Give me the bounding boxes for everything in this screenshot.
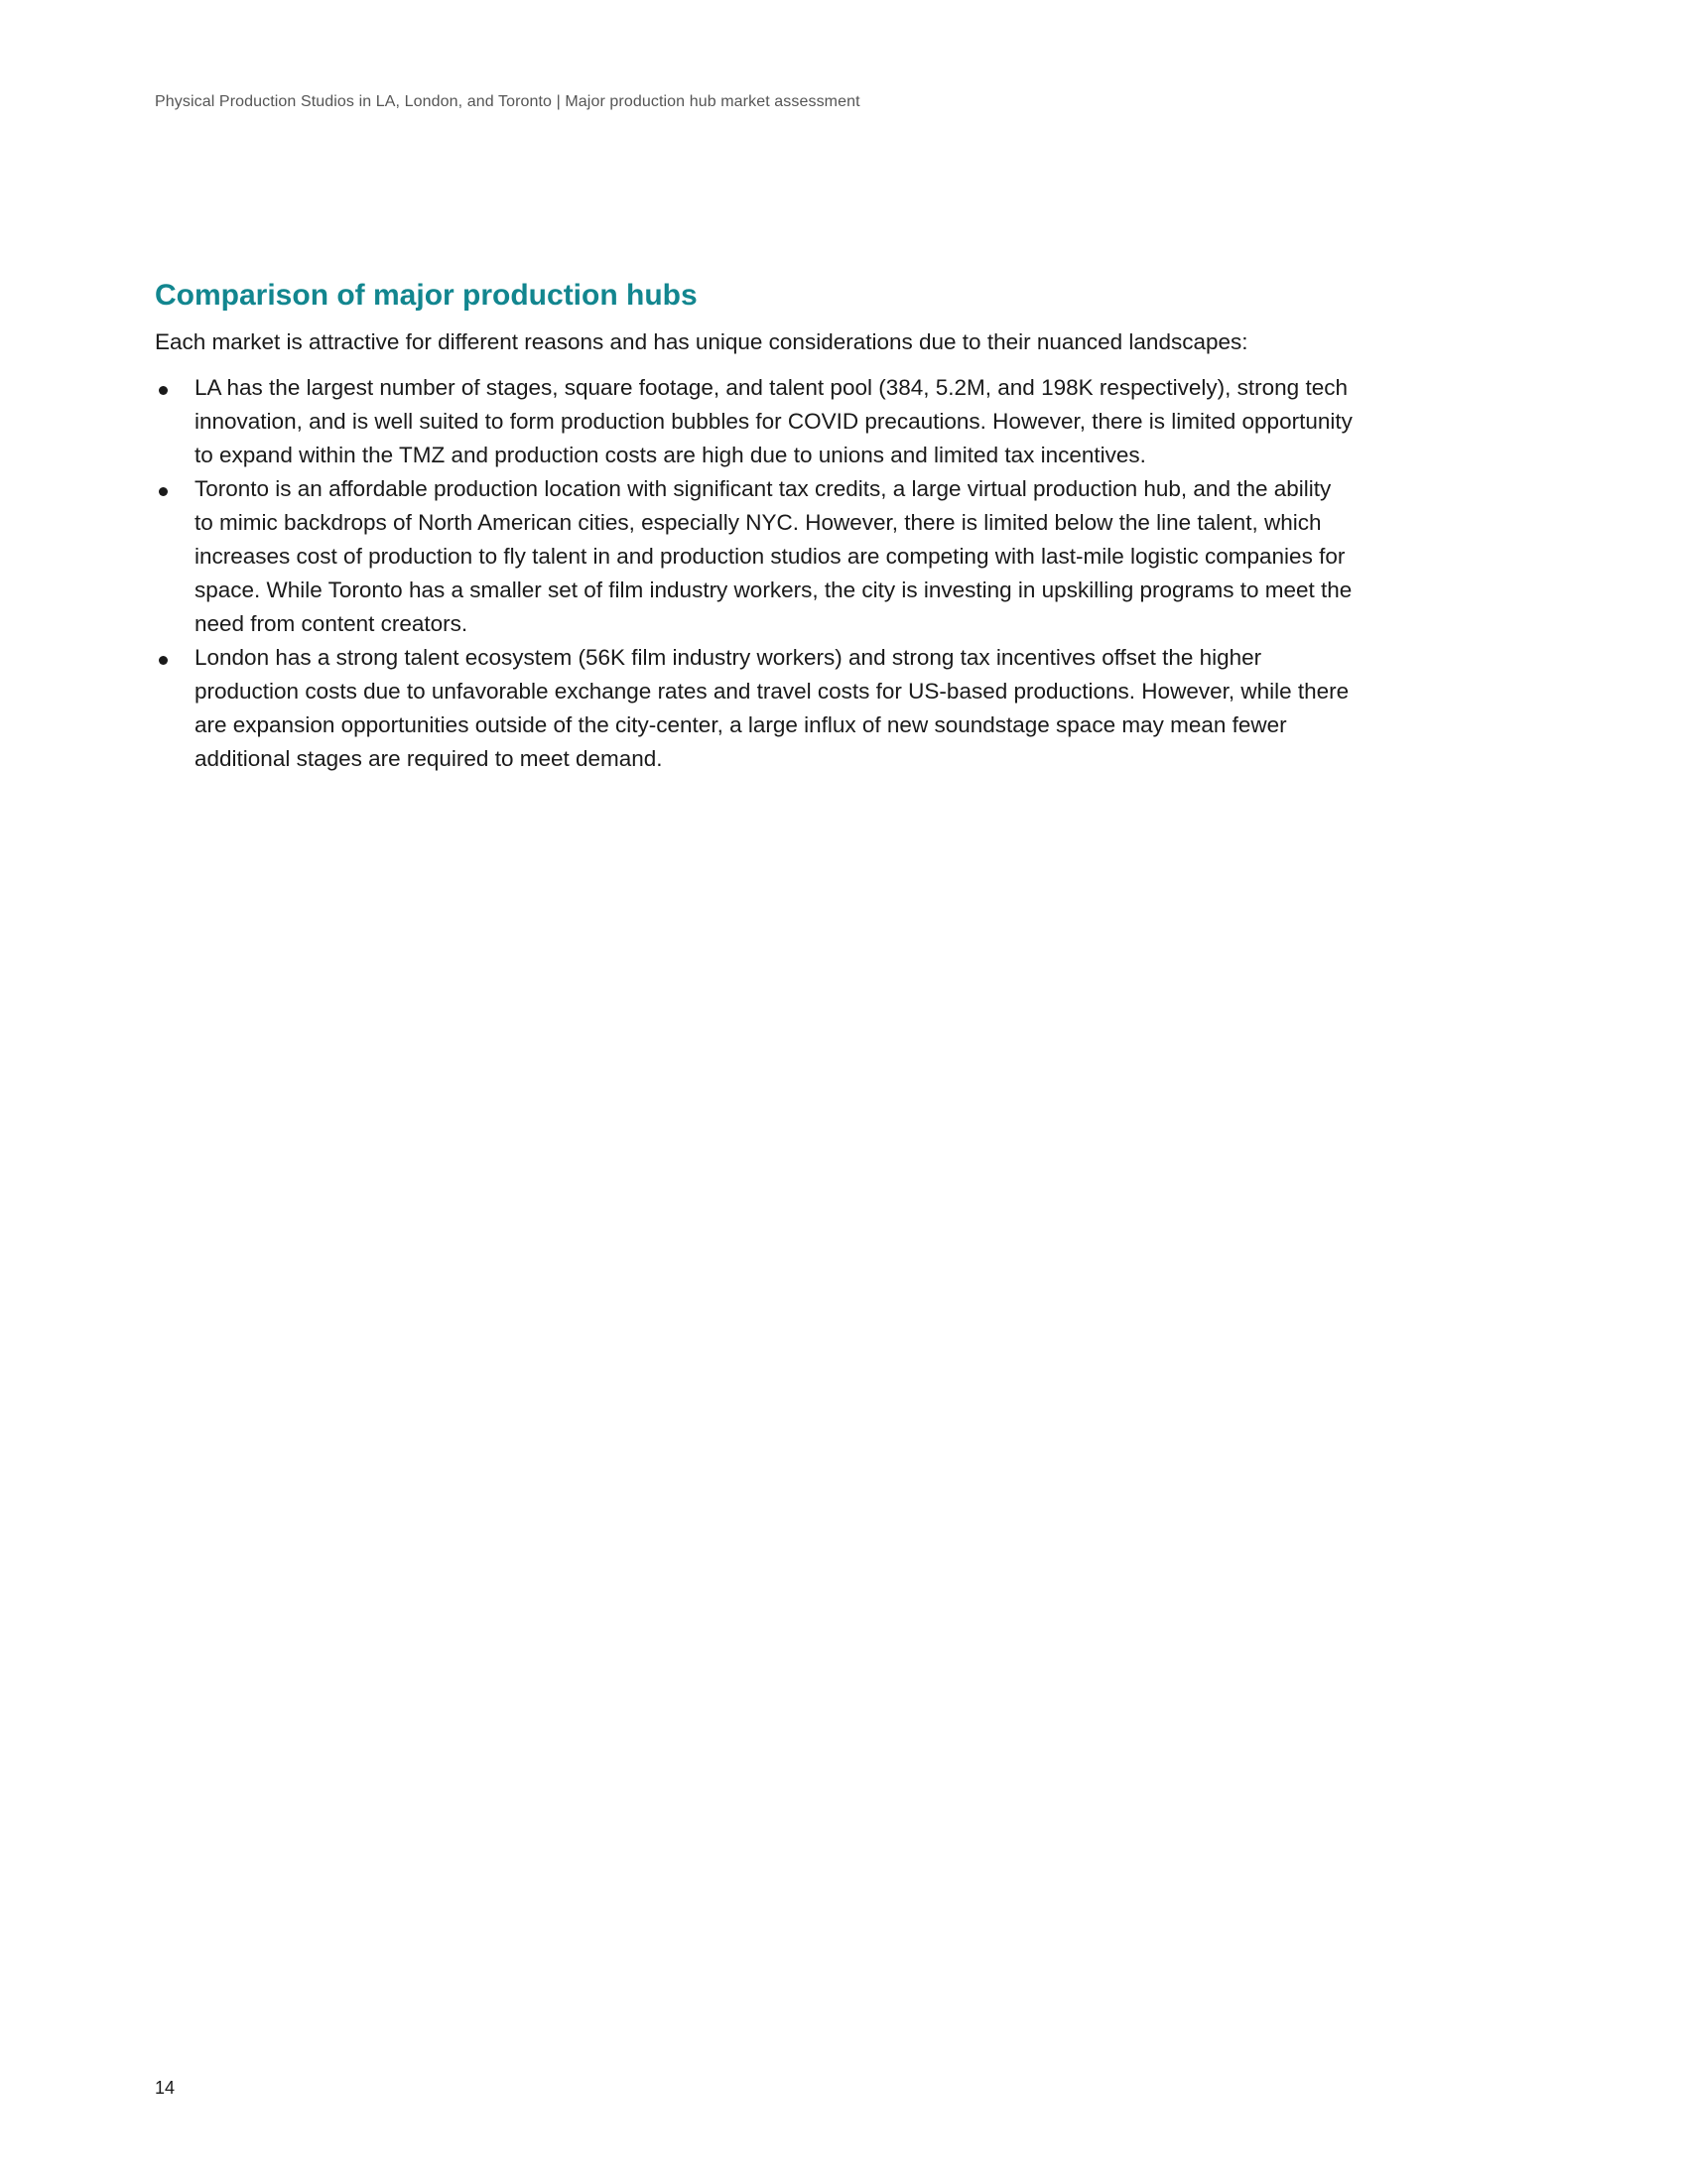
bullet-item-toronto	[155, 472, 1544, 641]
bullet-line: innovation, and is well suited to form production bubbles for COVID precautions. However, there is limited opportunity	[195, 409, 1353, 434]
bullet-line: to expand within the TMZ and production costs are high due to unions and limited tax incentives.	[195, 443, 1146, 467]
intro-paragraph: Each market is attractive for different reasons and has unique considerations due to their nuanced landscapes:	[155, 329, 1248, 354]
bullet-dot-icon	[159, 386, 168, 395]
bullet-line: London has a strong talent ecosystem (56K film industry workers) and strong tax incentives offset the higher	[195, 645, 1262, 670]
page-number: 14	[155, 2078, 176, 2098]
running-header: Physical Production Studios in LA, London, and Toronto | Major production hub market assessment	[155, 93, 860, 110]
bullet-item-la	[155, 371, 1544, 472]
bullet-line: production costs due to unfavorable exchange rates and travel costs for US-based productions. However, while there	[195, 679, 1350, 704]
bullet-line: increases cost of production to fly talent in and production studios are competing with last-mile logistic companies for	[195, 544, 1346, 569]
bullet-line: to mimic backdrops of North American cities, especially NYC. However, there is limited below the line talent, which	[195, 510, 1322, 535]
bullet-line: Toronto is an affordable production location with significant tax credits, a large virtual production hub, and the ability	[195, 476, 1332, 501]
section-title: Comparison of major production hubs	[155, 279, 698, 312]
bullet-item-london	[155, 641, 1544, 776]
bullet-dot-icon	[159, 656, 168, 665]
bullet-line: LA has the largest number of stages, square footage, and talent pool (384, 5.2M, and 198K respectively), strong tech	[195, 375, 1348, 400]
bullet-line: need from content creators.	[195, 611, 468, 636]
bullet-line: are expansion opportunities outside of the city-center, a large influx of new soundstage space may mean fewer	[195, 712, 1287, 737]
main-content	[155, 276, 1544, 776]
bullet-dot-icon	[159, 487, 168, 496]
bullet-line: space. While Toronto has a smaller set of film industry workers, the city is investing in upskilling programs to meet the	[195, 578, 1353, 602]
bullet-line: additional stages are required to meet demand.	[195, 746, 663, 771]
bullet-list	[155, 371, 1544, 776]
